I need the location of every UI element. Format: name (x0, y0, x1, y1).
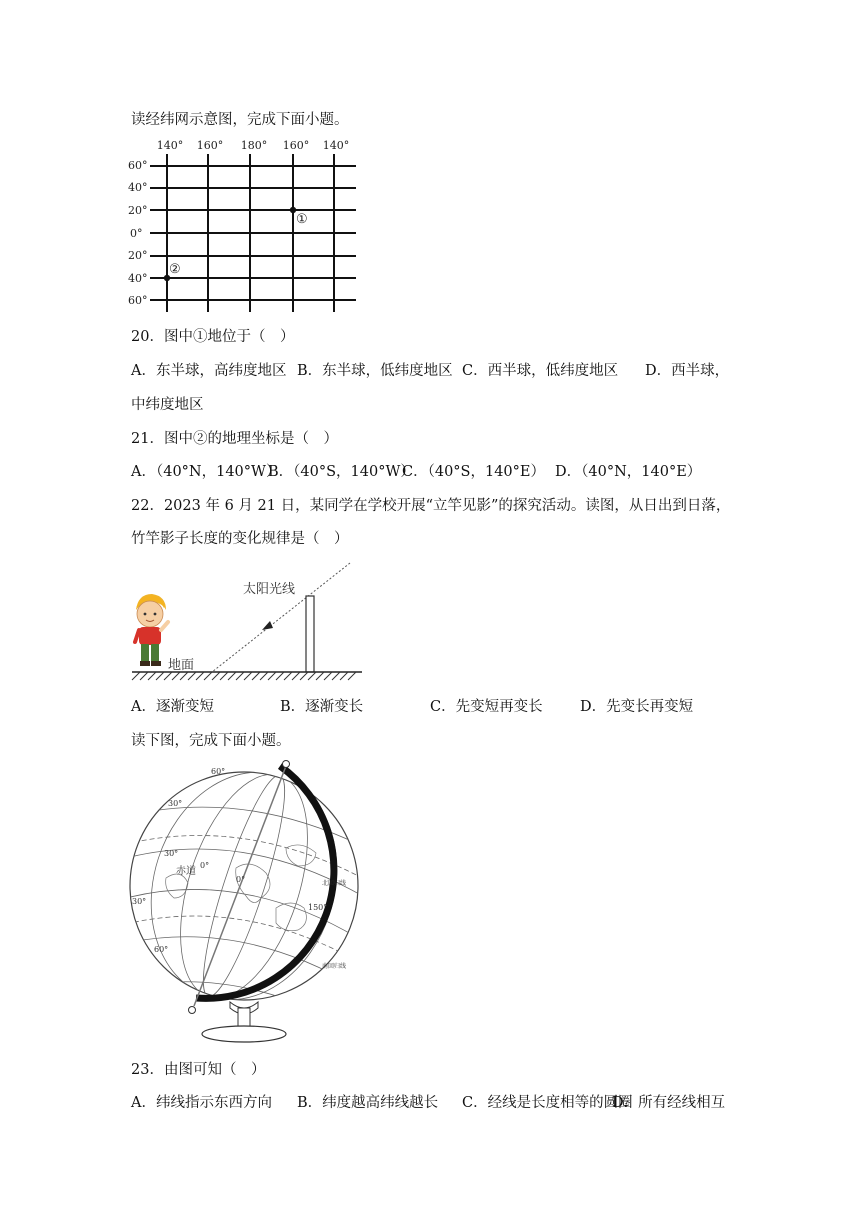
ray-arrow-icon (262, 621, 273, 630)
pole (306, 596, 314, 672)
globe-label: 30° (132, 897, 147, 906)
lat-label: 20° (128, 249, 148, 262)
lon-label: 140° (156, 139, 184, 152)
lon-label: 140° (322, 139, 350, 152)
q21-option-d[interactable]: D．（40°N，140°E） (555, 464, 702, 480)
lat-label: 60° (128, 159, 148, 172)
globe-label: 30° (168, 799, 183, 808)
lon-label: 160° (282, 139, 310, 152)
point-2-label: ② (169, 262, 181, 277)
q21-option-b[interactable]: B．（40°S，140°W） (268, 464, 415, 480)
sunlight-label: 太阳光线 (243, 582, 296, 597)
q20-option-d-continuation: 中纬度地区 (131, 397, 204, 413)
point-1-label: ① (296, 212, 308, 227)
pole-shadow-figure (128, 558, 368, 688)
q23-option-c[interactable]: C．经线是长度相等的圆圈 (462, 1095, 633, 1111)
lat-label: 20° (128, 204, 148, 217)
lat-long-grid-figure (126, 136, 366, 316)
globe-label: 30° (164, 849, 179, 858)
globe-label: 0° (236, 875, 246, 884)
q23-option-d[interactable]: D．所有经线相互 (612, 1095, 726, 1111)
q23-option-b[interactable]: B．纬度越高纬线越长 (297, 1095, 439, 1111)
stand-post (238, 1008, 250, 1026)
equator-label: 赤道 (176, 866, 196, 877)
globe-figure (126, 758, 366, 1048)
globe-label: 南回归线 (322, 963, 347, 970)
q22-option-c[interactable]: C．先变短再变长 (430, 699, 543, 715)
q21-option-a[interactable]: A．（40°N，140°W） (131, 464, 281, 480)
q22-option-a[interactable]: A．逐渐变短 (131, 699, 214, 715)
q20-option-c[interactable]: C．西半球，低纬度地区 (462, 363, 619, 379)
grid-lines (150, 154, 356, 312)
q22-stem-line-1: 22．2023 年 6 月 21 日，某同学在学校开展“立竿见影”的探究活动。读图，从日出到日落， (131, 498, 731, 514)
lat-label: 40° (128, 181, 148, 194)
q22-option-b[interactable]: B．逐渐变长 (280, 699, 364, 715)
lon-label: 160° (196, 139, 224, 152)
child-illustration (135, 594, 168, 666)
lat-label: 40° (128, 272, 148, 285)
globe-label: 150° (308, 903, 328, 912)
q20-option-b[interactable]: B．东半球，低纬度地区 (297, 363, 453, 379)
ground-hatching (132, 672, 356, 680)
axis-top-knob (283, 761, 290, 768)
intro-text-2: 读下图，完成下面小题。 (131, 733, 291, 749)
globe-label: 60° (154, 945, 169, 954)
q23-option-a[interactable]: A．纬线指示东西方向 (131, 1095, 272, 1111)
q22-stem-line-2: 竹竿影子长度的变化规律是（ ） (131, 531, 349, 547)
q21-stem: 21．图中②的地理坐标是（ ） (131, 431, 338, 447)
q22-option-d[interactable]: D．先变长再变短 (580, 699, 694, 715)
lat-label: 60° (128, 294, 148, 307)
q20-option-a[interactable]: A．东半球，高纬度地区 (131, 363, 287, 379)
globe-label: 60° (211, 767, 226, 776)
intro-text-1: 读经纬网示意图，完成下面小题。 (131, 112, 349, 128)
ground-label: 地面 (168, 658, 195, 673)
q23-stem: 23．由图可知（ ） (131, 1062, 266, 1078)
globe-label: 北回归线 (322, 880, 347, 887)
sun-ray (212, 563, 350, 672)
lon-label: 180° (240, 139, 268, 152)
stand-base (202, 1026, 286, 1042)
lat-label: 0° (130, 227, 143, 240)
q20-stem: 20．图中①地位于（ ） (131, 329, 295, 345)
axis-bottom-knob (189, 1007, 196, 1014)
globe-label: 0° (200, 861, 210, 870)
q20-option-d[interactable]: D．西半球， (645, 363, 730, 379)
q21-option-c[interactable]: C．（40°S，140°E） (402, 464, 545, 480)
